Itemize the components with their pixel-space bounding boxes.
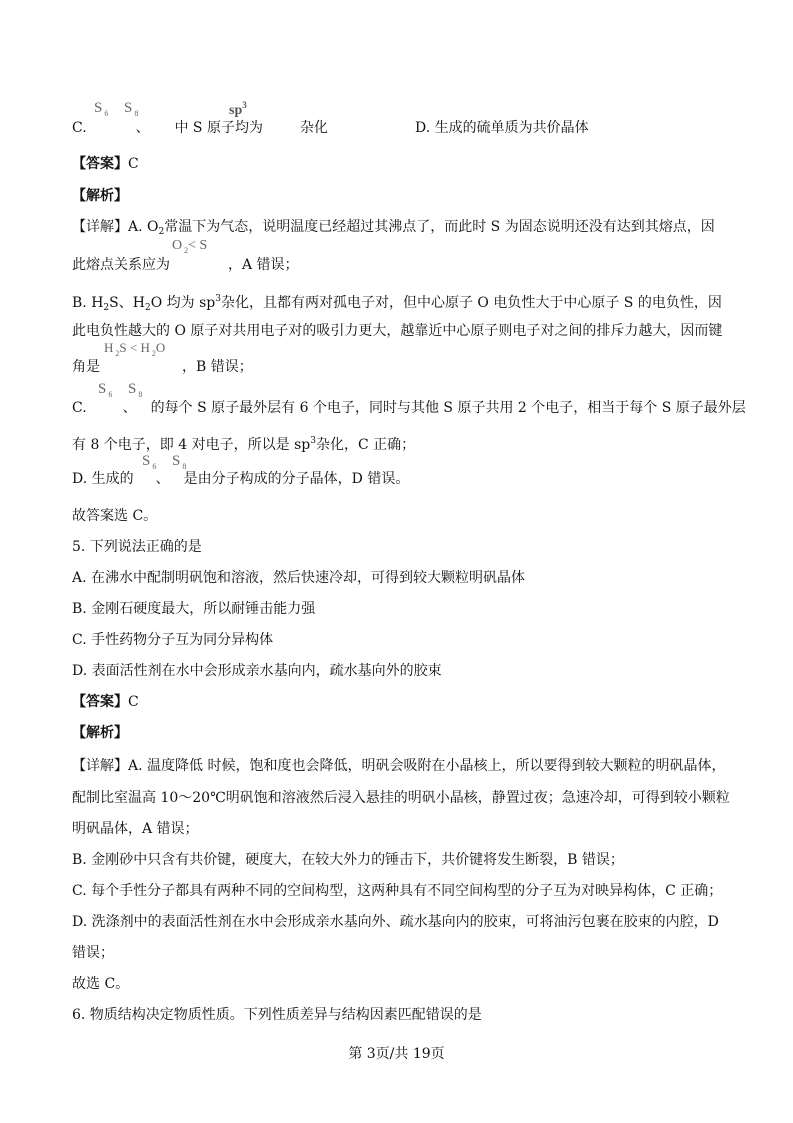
detail-2-a-line2: 配制比室温高 10～20℃明矾饱和溶液然后浸入悬挂的明矾小晶核，静置过夜；急速冷却，可得到较小颗粒: [72, 790, 730, 806]
q4-option-c: C. 、 中 S 原子均为 杂化: [72, 120, 328, 136]
analysis-2-heading: 【解析】: [72, 725, 128, 741]
q5-option-c: C. 手性药物分子互为同分异构体: [72, 632, 274, 648]
detail-1-c-line1: C. 、 的每个 S 原子最外层有 6 个电子，同时与其他 S 原子共用 2 个电子，相当于每个 S 原子最外层: [72, 400, 746, 416]
q5-option-d: D. 表面活性剂在水中会形成亲水基向内，疏水基向外的胶束: [72, 663, 442, 679]
formula-s8-d: S $_8$: [172, 453, 187, 471]
answer-1: 【答案】C: [72, 156, 139, 172]
page-footer: 第 3页/共 19页: [348, 1046, 445, 1062]
detail-1-a-line1: 【详解】A. $O_2$常温下为气态，说明温度已经超过其沸点了，而此时 S 为固态说明还没有达到其熔点，因: [72, 219, 715, 237]
detail-2-conclusion: 故选 C。: [72, 976, 130, 992]
detail-1-d-line: D. 生成的 、 是由分子构成的分子晶体，D 错误。: [72, 471, 410, 487]
q6-stem: 6. 物质结构决定物质性质。下列性质差异与结构因素匹配错误的是: [72, 1007, 482, 1023]
formula-s6-d: S $_6$: [142, 453, 157, 471]
detail-2-b: B. 金刚砂中只含有共价键，硬度大，在较大外力的锤击下，共价键将发生断裂，B 错误；: [72, 852, 624, 868]
formula-sp3: $sp^3$: [229, 100, 247, 118]
q5-stem: 5. 下列说法正确的是: [72, 539, 202, 555]
q5-option-a: A. 在沸水中配制明矾饱和溶液，然后快速冷却，可得到较大颗粒明矾晶体: [72, 570, 526, 586]
detail-1-b-line3: 角是 ，B 错误；: [72, 359, 253, 375]
detail-2-a-line3: 明矾晶体，A 错误；: [72, 821, 199, 837]
detail-1-b-line1: B. $H_2S$、$H_2O$ 均为 $sp^3$杂化，且都有两对孤电子对，但中心原子 O 电负性大于中心原子 S 的电负性，因: [72, 294, 722, 313]
detail-1-b-line2: 此电负性越大的 O 原子对共用电子对的吸引力更大，越靠近中心原子则电子对之间的排斥力越大，因而键: [72, 323, 723, 339]
answer-2: 【答案】C: [72, 694, 139, 710]
detail-2-d-line2: 错误；: [72, 945, 114, 961]
formula-s8: S $_8$: [124, 100, 139, 118]
detail-1-c-line2: 有 8 个电子，即 4 对电子，所以是 $sp^3$杂化，C 正确；: [72, 436, 416, 453]
formula-s6: S $_6$: [94, 100, 109, 118]
analysis-1-heading: 【解析】: [72, 188, 128, 204]
formula-h2s-lt-h2o: H $_2$S < H $_2$O: [104, 340, 166, 358]
detail-1-a-line2: 此熔点关系应为 ，A 错误；: [72, 257, 299, 273]
detail-2-a-line1: 【详解】A. 温度降低 时候，饱和度也会降低，明矾会吸附在小晶核上，所以要得到较大颗粒的明矾晶体，: [72, 758, 726, 774]
formula-s6-c: S $_6$: [98, 381, 113, 399]
formula-o2-lt-s: O $_2$< S: [172, 238, 208, 255]
q4-option-d: D. 生成的硫单质为共价晶体: [415, 120, 589, 136]
q5-option-b: B. 金刚石硬度最大，所以耐锤击能力强: [72, 601, 316, 617]
detail-2-d-line1: D. 洗涤剂中的表面活性剂在水中会形成亲水基向外、疏水基向内的胶束，可将油污包裹在胶束的内腔，D: [72, 914, 719, 930]
detail-2-c: C. 每个手性分子都具有两种不同的空间构型，这两种具有不同空间构型的分子互为对映异构体，C 正确；: [72, 883, 723, 899]
detail-1-conclusion: 故答案选 C。: [72, 508, 158, 524]
formula-s8-c: S $_8$: [128, 381, 143, 399]
